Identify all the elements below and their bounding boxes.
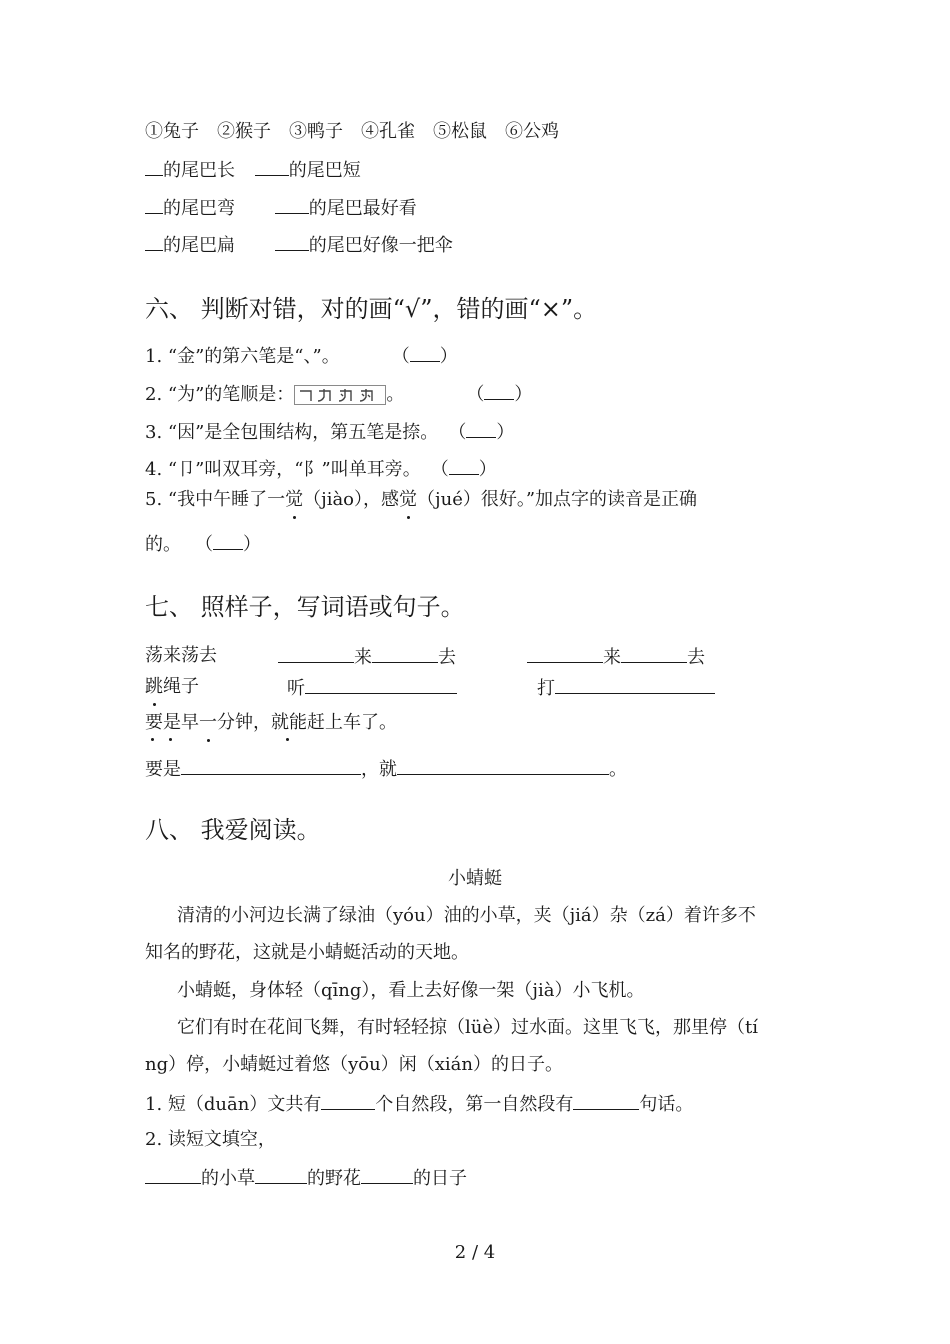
answer-blank[interactable] (410, 343, 440, 362)
page-number: 2 / 4 (454, 1242, 496, 1263)
reading-fill: 的小草 的野花 的日子 (145, 1165, 467, 1191)
judge-q3: 3. “因”是全包围结构，第五笔是捺。 （ ） (145, 419, 514, 445)
emphasis-dot (286, 738, 289, 741)
story-title: 小蜻蜓 (448, 868, 502, 889)
answer-blank[interactable] (275, 232, 309, 251)
answer-blank[interactable] (527, 644, 603, 663)
story-para-3: 它们有时在花间飞舞，有时轻轻掠（lüè）过水面。这里飞飞，那里停（tí (177, 1017, 758, 1038)
story-para-1-cont: 知名的野花，这就是小蜻蜓活动的天地。 (145, 942, 469, 963)
story-para-1: 清清的小河边长满了绿油（yóu）油的小草，夹（jiá）杂（zá）着许多不 (177, 905, 756, 926)
dotted-char: 觉 (285, 489, 304, 510)
answer-blank[interactable] (305, 675, 457, 694)
dotted-char: 觉 (399, 489, 418, 510)
tail-row-3: 的尾巴扁 的尾巴好像一把伞 (145, 232, 453, 258)
answer-blank[interactable] (484, 381, 514, 400)
dotted-char: 跳 (145, 676, 163, 697)
option-1: ①兔子 (145, 121, 199, 142)
answer-blank[interactable] (213, 531, 243, 550)
option-2: ②猴子 (217, 121, 271, 142)
tail-row-2: 的尾巴弯 的尾巴最好看 (145, 195, 417, 221)
fill-1b: 来 去 (527, 644, 705, 670)
story-para-3-cont: ng）停，小蜻蜓过着悠（yōu）闲（xián）的日子。 (145, 1054, 563, 1075)
emphasis-dot (151, 738, 154, 741)
answer-blank[interactable] (372, 644, 438, 663)
option-5: ⑤松鼠 (433, 121, 487, 142)
fill-1a: 来 去 (278, 644, 456, 670)
option-4: ④孔雀 (361, 121, 415, 142)
answer-blank[interactable] (275, 195, 309, 214)
judge-q5: 5. “我中午睡了一觉（jiào），感觉（jué）很好。”加点字的读音是正确 (145, 489, 698, 510)
answer-blank[interactable] (145, 195, 163, 214)
section-6-title: 六、 判断对错，对的画“√”，错的画“×”。 (145, 295, 598, 323)
reading-q1: 1. 短（duān）文共有 个自然段，第一自然段有 句话。 (145, 1091, 693, 1117)
dotted-char: 要是早一分钟， (145, 712, 271, 733)
answer-blank[interactable] (449, 456, 479, 475)
answer-blank[interactable] (181, 756, 361, 775)
answer-blank[interactable] (145, 232, 163, 251)
option-3: ③鸭子 (289, 121, 343, 142)
answer-blank[interactable] (466, 419, 496, 438)
judge-q1: 1. “金”的第六笔是“、”。 （ ） (145, 343, 458, 369)
judge-q4: 4. “卩”叫双耳旁，“阝”叫单耳旁。 （ ） (145, 456, 497, 482)
answer-blank[interactable] (361, 1165, 413, 1184)
story-para-2: 小蜻蜓，身体轻（qīng），看上去好像一架（jià）小飞机。 (177, 980, 645, 1001)
reading-q2: 2. 读短文填空， (145, 1129, 276, 1150)
stroke-order-image (294, 385, 386, 405)
answer-blank[interactable] (145, 1165, 201, 1184)
example-1: 荡来荡去 (145, 645, 217, 666)
answer-blank[interactable] (255, 1165, 307, 1184)
answer-blank[interactable] (555, 675, 715, 694)
section-7-title: 七、 照样子，写词语或句子。 (145, 593, 465, 621)
tail-row-1: 的尾巴长 的尾巴短 (145, 157, 361, 183)
answer-blank[interactable] (145, 157, 163, 176)
fill-2a: 听 (287, 675, 457, 701)
option-6: ⑥公鸡 (505, 121, 559, 142)
answer-blank[interactable] (621, 644, 687, 663)
animal-options (145, 120, 559, 144)
judge-q5-cont: 的。 （ ） (145, 531, 261, 557)
answer-blank[interactable] (573, 1091, 639, 1110)
fill-3: 要是 ，就 。 (145, 756, 627, 782)
answer-blank[interactable] (321, 1091, 375, 1110)
section-8-title: 八、 我爱阅读。 (145, 816, 321, 844)
example-3: 要是早一分钟，就能赶上车了。 (145, 712, 397, 733)
judge-q2: 2. “为”的笔顺是： 。 （ ） (145, 381, 532, 407)
example-2: 跳绳子 (145, 676, 199, 697)
answer-blank[interactable] (397, 756, 609, 775)
answer-blank[interactable] (255, 157, 289, 176)
emphasis-dot (169, 738, 172, 741)
answer-blank[interactable] (278, 644, 354, 663)
fill-2b: 打 (537, 675, 715, 701)
